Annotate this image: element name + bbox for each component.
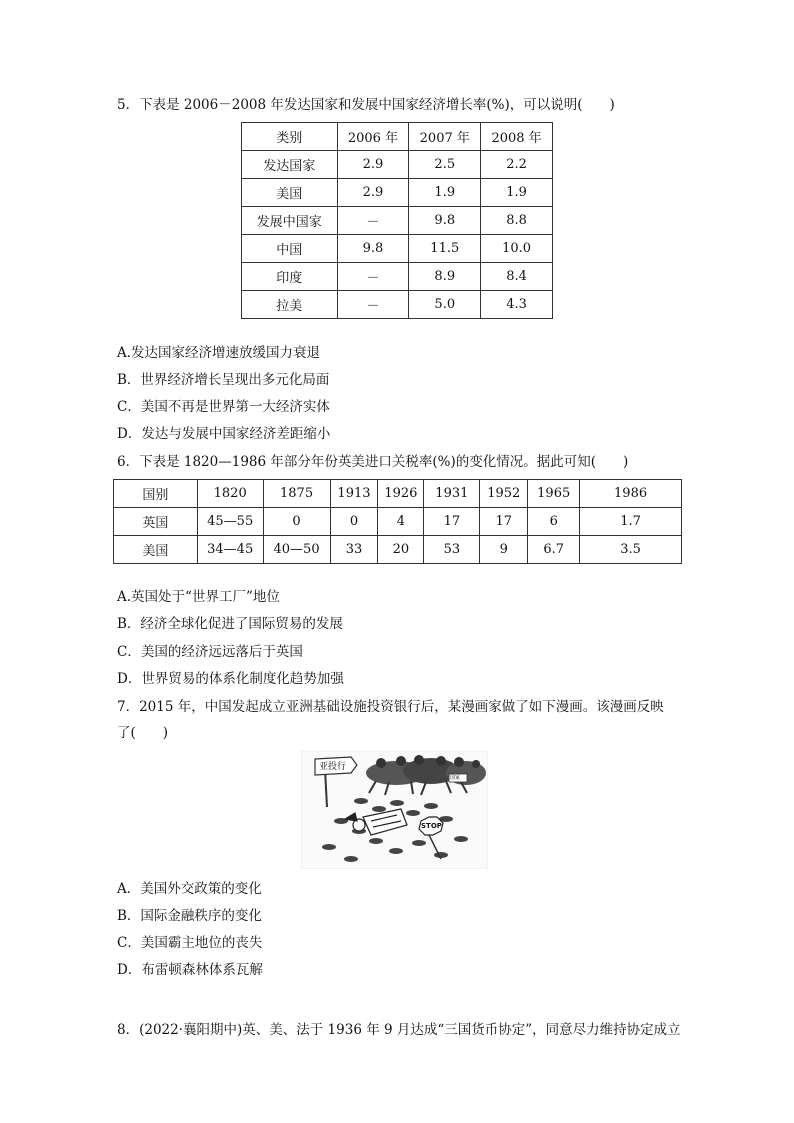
table-cell: 1926 <box>378 480 424 508</box>
table-cell: 3.5 <box>580 536 682 564</box>
table-cell: － <box>337 263 409 291</box>
table-cell: 53 <box>424 536 480 564</box>
q6-option-c[interactable]: C．美国的经济远远落后于英国 <box>117 644 303 660</box>
table-cell: 1.9 <box>481 179 553 207</box>
table-cell: 17 <box>480 508 528 536</box>
table-cell: 0 <box>330 508 378 536</box>
table-row <box>242 179 553 207</box>
table-cell: 33 <box>330 536 378 564</box>
table-cell: 美国 <box>242 179 338 207</box>
table-cell: 9.8 <box>337 235 409 263</box>
q6-option-d[interactable]: D．世界贸易的体系化制度化趋势加强 <box>117 671 344 687</box>
table-row <box>242 123 553 151</box>
table-row <box>242 207 553 235</box>
table-cell: 45—55 <box>197 508 263 536</box>
table-cell: 10.0 <box>481 235 553 263</box>
q7-option-d[interactable]: D．布雷顿森林体系瓦解 <box>117 962 263 978</box>
cartoon-tag-label: 国家 <box>450 775 461 781</box>
table-cell: 17 <box>424 508 480 536</box>
q8-stem: 8．(2022·襄阳期中)英、美、法于 1936 年 9 月达成“三国货币协定”，同意尽力维持协定成立 <box>117 1022 681 1038</box>
table-row <box>242 151 553 179</box>
q7-stem-line2: 了( ) <box>117 725 169 741</box>
q7-option-a[interactable]: A．美国外交政策的变化 <box>117 881 262 897</box>
q6-option-b[interactable]: B．经济全球化促进了国际贸易的发展 <box>117 616 343 632</box>
table-cell: 4.3 <box>481 291 553 319</box>
table-cell: 2.5 <box>409 151 481 179</box>
table-row <box>242 235 553 263</box>
q7-stem-line1: 7．2015 年，中国发起成立亚洲基础设施投资银行后，某漫画家做了如下漫画。该漫画反映 <box>117 699 664 715</box>
q6-table <box>113 479 682 564</box>
table-cell: 6.7 <box>528 536 580 564</box>
q5-option-d[interactable]: D．发达与发展中国家经济差距缩小 <box>117 426 331 442</box>
table-cell: 8.9 <box>409 263 481 291</box>
table-cell: 1952 <box>480 480 528 508</box>
table-cell: 2007 年 <box>409 123 481 151</box>
table-cell: 8.8 <box>481 207 553 235</box>
table-cell: 1965 <box>528 480 580 508</box>
table-row <box>114 480 682 508</box>
table-cell: 英国 <box>114 508 198 536</box>
table-cell: 发展中国家 <box>242 207 338 235</box>
q5-option-a[interactable]: A.发达国家经济增速放缓国力衰退 <box>117 345 321 361</box>
q5-option-c[interactable]: C．美国不再是世界第一大经济实体 <box>117 399 330 415</box>
table-cell: 8.4 <box>481 263 553 291</box>
table-cell: 国别 <box>114 480 198 508</box>
table-cell: 1986 <box>580 480 682 508</box>
table-cell: 34—45 <box>197 536 263 564</box>
q7-option-b[interactable]: B．国际金融秩序的变化 <box>117 908 262 924</box>
cartoon-sign-label: 亚投行 <box>319 762 347 772</box>
table-cell: 发达国家 <box>242 151 338 179</box>
table-cell: 1875 <box>263 480 330 508</box>
q5-option-b[interactable]: B．世界经济增长呈现出多元化局面 <box>117 372 330 388</box>
table-row <box>242 291 553 319</box>
table-row <box>114 536 682 564</box>
table-cell: 2.2 <box>481 151 553 179</box>
table-cell: 1.7 <box>580 508 682 536</box>
table-cell: 印度 <box>242 263 338 291</box>
table-cell: 1820 <box>197 480 263 508</box>
table-cell: 中国 <box>242 235 338 263</box>
table-cell: － <box>337 291 409 319</box>
q5-table <box>241 122 553 319</box>
table-cell: 2.9 <box>337 151 409 179</box>
q5-stem: 5．下表是 2006－2008 年发达国家和发展中国家经济增长率(%)，可以说明( ) <box>117 97 615 113</box>
table-cell: 9.8 <box>409 207 481 235</box>
table-cell: 2006 年 <box>337 123 409 151</box>
table-row <box>114 508 682 536</box>
q6-option-a[interactable]: A.英国处于“世界工厂”地位 <box>117 589 280 605</box>
table-cell: 11.5 <box>409 235 481 263</box>
q7-option-c[interactable]: C．美国霸主地位的丧失 <box>117 935 263 951</box>
table-cell: 拉美 <box>242 291 338 319</box>
cartoon-stop-label: STOP <box>421 822 442 830</box>
table-cell: 6 <box>528 508 580 536</box>
table-cell: 类别 <box>242 123 338 151</box>
table-cell: 4 <box>378 508 424 536</box>
table-cell: 20 <box>378 536 424 564</box>
table-cell: 1.9 <box>409 179 481 207</box>
table-cell: 1913 <box>330 480 378 508</box>
table-cell: 5.0 <box>409 291 481 319</box>
table-cell: 美国 <box>114 536 198 564</box>
table-row <box>242 263 553 291</box>
table-cell: 2.9 <box>337 179 409 207</box>
table-cell: 9 <box>480 536 528 564</box>
table-cell: 40—50 <box>263 536 330 564</box>
table-cell: 1931 <box>424 480 480 508</box>
table-cell: 2008 年 <box>481 123 553 151</box>
table-cell: 0 <box>263 508 330 536</box>
q6-stem: 6．下表是 1820—1986 年部分年份英美进口关税率(%)的变化情况。据此可知( ) <box>117 454 629 470</box>
cartoon-image <box>301 751 488 869</box>
table-cell: － <box>337 207 409 235</box>
